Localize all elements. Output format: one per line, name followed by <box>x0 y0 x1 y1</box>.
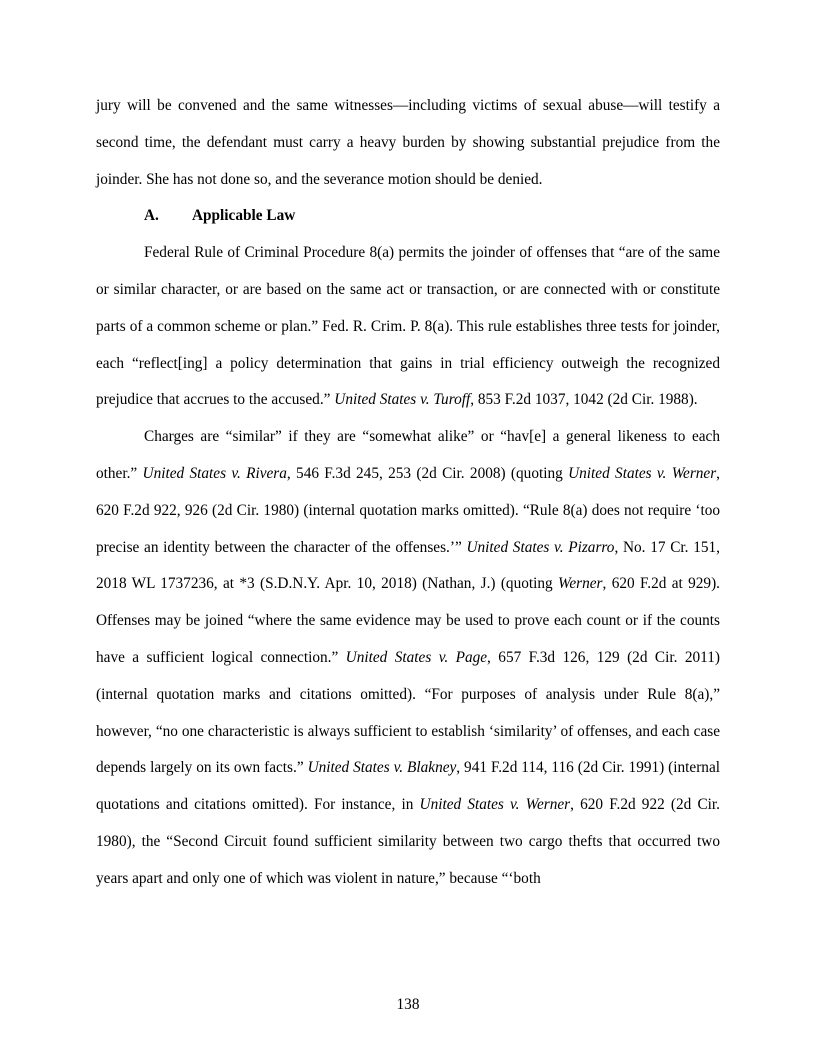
case-citation: United States v. Werner <box>568 464 717 482</box>
case-citation: United States v. Rivera <box>142 464 287 482</box>
text-segment: Charges are “similar” if they are “somewhat alike” or “hav[e] a general likeness to each other.” <box>96 428 720 482</box>
text-segment: Federal Rule of Criminal Procedure 8(a) permits the joinder of offenses that “are of the same or similar character, or are based on the same act or transaction, or are connected with or constitute parts of a common scheme or plan.” Fed. R. Crim. P. 8(a). This rule establishes three tests for joinder, each “reflect[ing] a policy determination that gains in trial efficiency outweigh the recognized prejudice that accrues to the accused.” <box>96 244 720 409</box>
text-segment: , 941 F.2d 114, 116 (2d Cir. 1991) (internal quotations and citations omitted). For instance, in <box>96 759 720 814</box>
section-heading <box>96 198 720 235</box>
section-title: Applicable Law <box>192 207 296 225</box>
text-segment: , 657 F.3d 126, 129 (2d Cir. 2011) (internal quotation marks and citations omitted). “For purposes of analysis under Rule 8(a),” however, “no one characteristic is always sufficient to establish ‘similarity’ of offenses, and each case depends largely on its own facts.” <box>96 648 720 777</box>
section-number: A. <box>144 207 159 225</box>
case-citation: United States v. Turoff <box>334 391 471 409</box>
paragraph-continuation: jury will be convened and the same witnesses—including victims of sexual abuse—will testify a second time, the defendant must carry a heavy burden by showing substantial prejudice from the joinder. She has not done so, and the severance motion should be denied. <box>96 97 720 188</box>
text-segment: , 546 F.3d 245, 253 (2d Cir. 2008) (quoting <box>286 464 569 482</box>
case-citation: United States v. Werner <box>419 796 571 814</box>
text-segment: , 620 F.2d at 929). Offenses may be joined “where the same evidence may be used to prove each count or if the counts have a sufficient logical connection.” <box>96 575 720 666</box>
case-citation: United States v. Blakney <box>307 759 457 777</box>
text-segment: , No. 17 Cr. 151, 2018 WL 1737236, at *3 (S.D.N.Y. Apr. 10, 2018) (Nathan, J.) (quoting <box>96 538 720 593</box>
paragraph-similar-charges <box>96 419 720 897</box>
case-citation: United States v. Pizarro <box>466 538 615 556</box>
paragraph-rule-8a <box>96 235 720 419</box>
text-segment: , 853 F.2d 1037, 1042 (2d Cir. 1988). <box>470 391 698 409</box>
document-body <box>96 88 720 898</box>
page-number: 138 <box>396 996 420 1013</box>
case-citation: United States v. Page <box>345 648 488 666</box>
case-citation: Werner <box>558 575 603 593</box>
text-segment: , 620 F.2d 922, 926 (2d Cir. 1980) (internal quotation marks omitted). “Rule 8(a) does not require ‘too precise an identity between the character of the offenses.’” <box>96 464 720 556</box>
text-segment: , 620 F.2d 922 (2d Cir. 1980), the “Second Circuit found sufficient similarity between two cargo thefts that occurred two years apart and only one of which was violent in nature,” because “‘both <box>96 796 720 887</box>
